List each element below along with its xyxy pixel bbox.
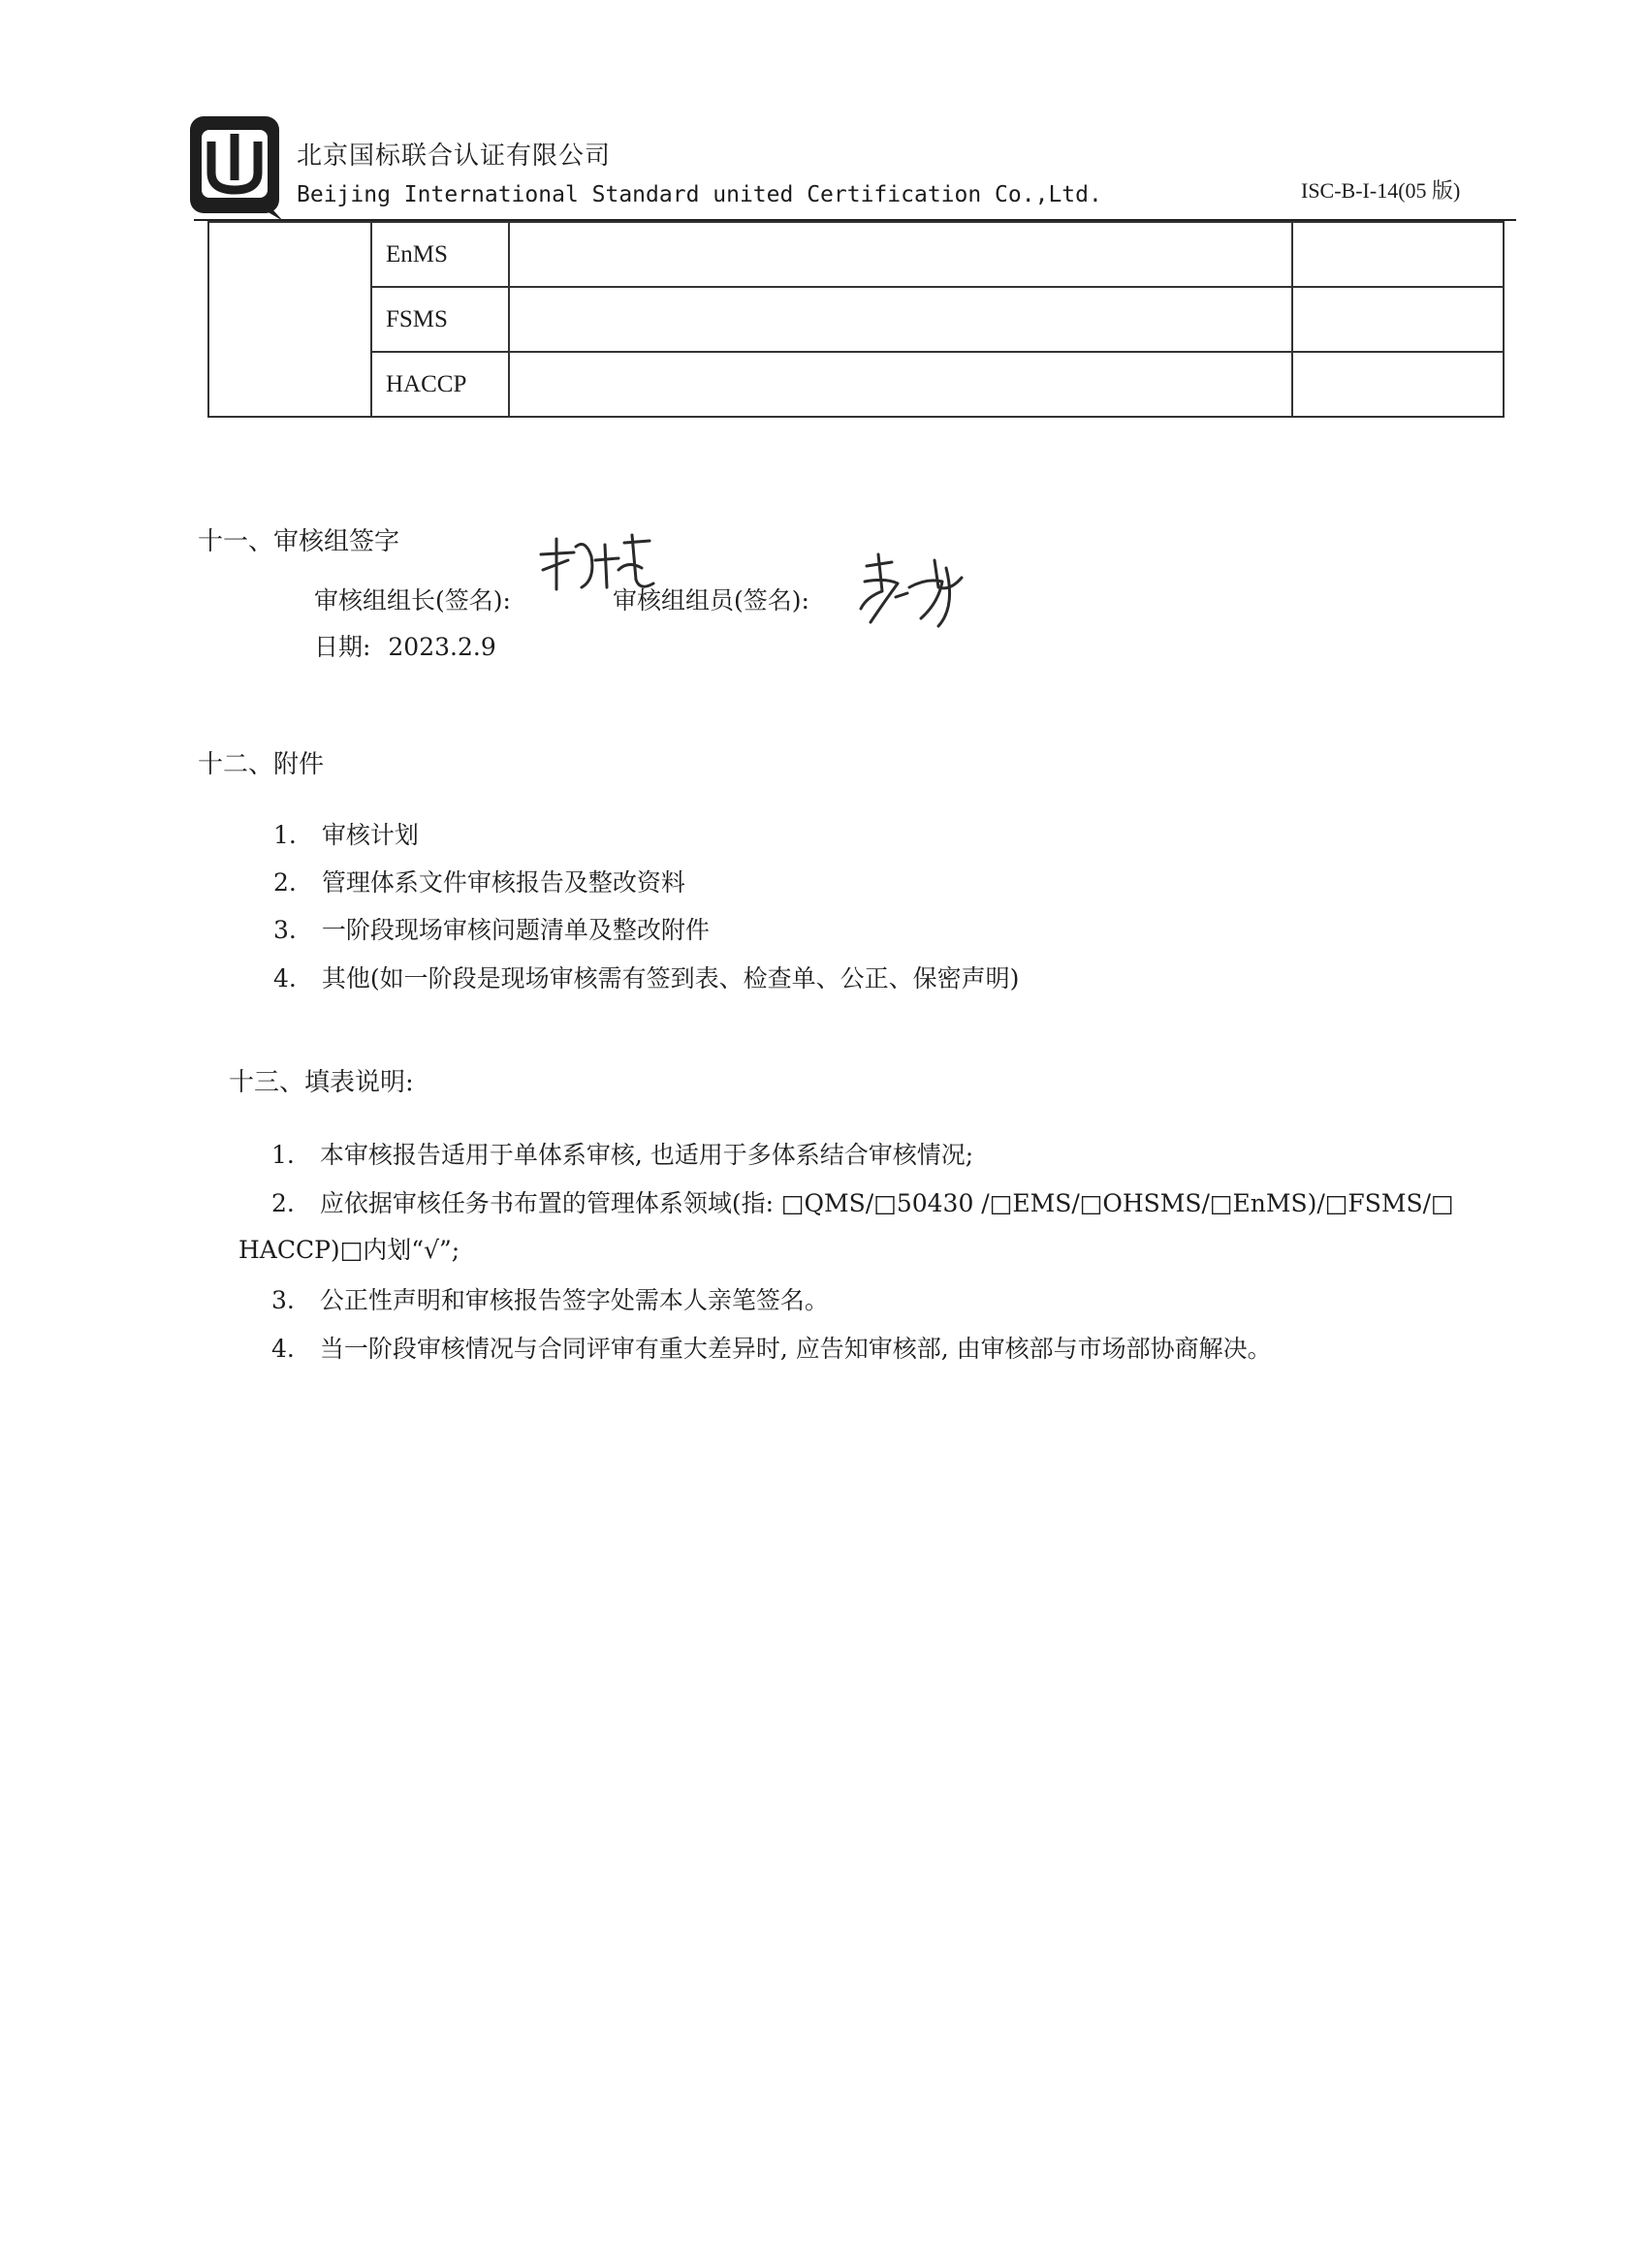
list-item (273, 911, 710, 946)
leader-signature-label: 审核组组长(签名): (314, 586, 511, 614)
item-text: 管理体系文件审核报告及整改资料 (321, 868, 685, 897)
item-text: 应依据审核任务书布置的管理体系领域(指: □QMS/□50430 /□EMS/□OHSMS/□EnMS)/□FSMS/□ (319, 1189, 1454, 1217)
item-number: 3. (271, 1286, 295, 1314)
list-item (271, 1330, 1272, 1365)
item-text: 公正性声明和审核报告签字处需本人亲笔签名。 (319, 1286, 829, 1314)
remark-cell (1292, 222, 1504, 287)
item-text: 一阶段现场审核问题清单及整改附件 (321, 916, 710, 944)
item-number: 4. (271, 1335, 295, 1363)
item-number: 1. (271, 1141, 295, 1169)
section-11-heading: 十一、审核组签字 (198, 527, 400, 556)
remark-cell (1292, 352, 1504, 417)
date-value: 2023.2.9 (388, 633, 496, 661)
system-cell: EnMS (371, 222, 509, 287)
list-item-continuation (238, 1231, 460, 1266)
item-number: 2. (271, 1189, 295, 1217)
document-code: ISC-B-I-14(05 版) (1301, 178, 1461, 203)
list-item (273, 864, 685, 898)
item-text: 本审核报告适用于单体系审核, 也适用于多体系结合审核情况; (319, 1141, 974, 1169)
remark-cell (1292, 287, 1504, 352)
table-row (208, 352, 1504, 417)
item-text: HACCP)□内划“√”; (238, 1236, 460, 1264)
section-12-heading: 十二、附件 (198, 750, 325, 779)
content-cell (509, 287, 1292, 352)
date-row (314, 628, 496, 663)
list-item (271, 1281, 829, 1316)
table-row (208, 287, 1504, 352)
table-row (208, 222, 1504, 287)
date-label: 日期: (314, 633, 371, 661)
system-cell: FSMS (371, 287, 509, 352)
item-number: 1. (273, 821, 297, 849)
company-name-cn: 北京国标联合认证有限公司 (297, 142, 612, 171)
member-signature-label: 审核组组员(签名): (613, 586, 809, 614)
management-system-table (207, 221, 1505, 418)
system-cell: HACCP (371, 352, 509, 417)
member-signature (861, 554, 962, 626)
list-item (271, 1184, 1454, 1219)
merged-cell (208, 222, 371, 417)
item-text: 当一阶段审核情况与合同评审有重大差异时, 应告知审核部, 由审核部与市场部协商解决。 (319, 1335, 1272, 1363)
section-13-heading: 十三、填表说明: (229, 1068, 414, 1097)
list-item (273, 816, 419, 851)
content-cell (509, 222, 1292, 287)
item-number: 3. (273, 916, 297, 944)
company-name-en: Beijing International Standard united Certification Co.,Ltd. (297, 182, 1102, 207)
list-item (273, 960, 1019, 994)
list-item (271, 1136, 973, 1171)
item-number: 2. (273, 868, 297, 897)
item-number: 4. (273, 964, 297, 992)
content-cell (509, 352, 1292, 417)
item-text: 其他(如一阶段是现场审核需有签到表、检查单、公正、保密声明) (321, 964, 1020, 992)
company-logo (186, 112, 291, 223)
item-text: 审核计划 (321, 821, 419, 849)
